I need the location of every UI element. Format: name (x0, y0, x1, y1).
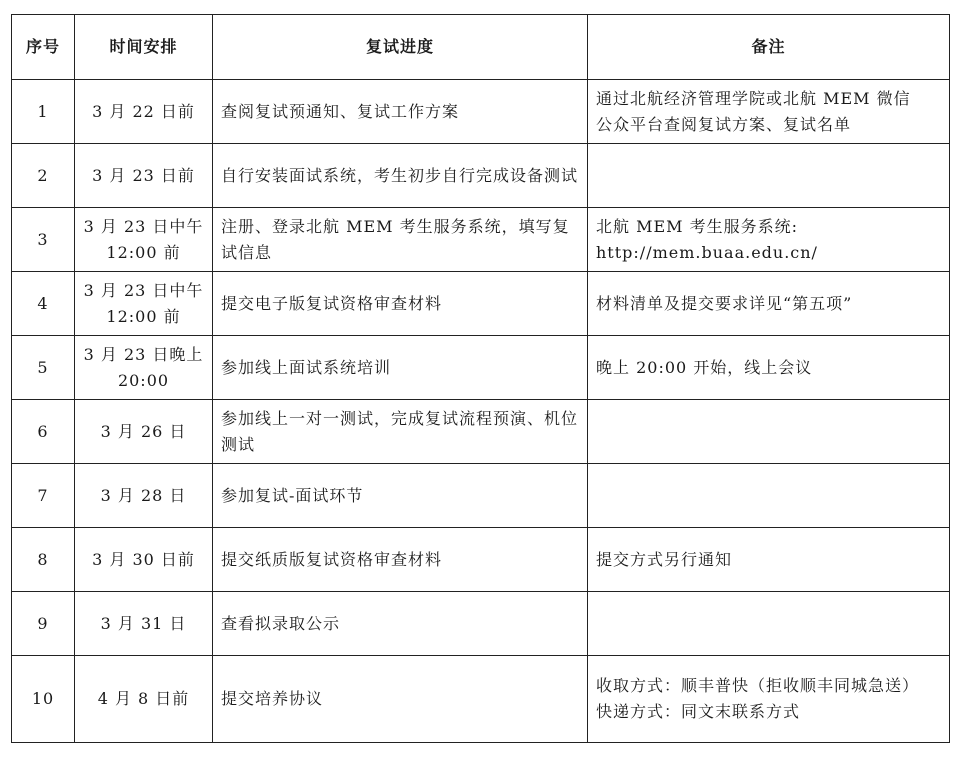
row-time (75, 464, 213, 528)
row-time (75, 144, 213, 208)
row-note (588, 656, 950, 743)
row-number: 5 (12, 336, 75, 400)
note-line: 北航 MEM 考生服务系统: (596, 216, 799, 236)
note-line: 材料清单及提交要求详见“第五项” (596, 293, 853, 313)
note-line: 公众平台查阅复试方案、复试名单 (596, 114, 852, 134)
row-time (75, 656, 213, 743)
time-line: 3 月 22 日前 (92, 101, 195, 121)
header-time: 时间安排 (75, 15, 213, 80)
time-line: 3 月 30 日前 (92, 549, 195, 569)
row-time (75, 400, 213, 464)
table-row (12, 528, 950, 592)
header-num: 序号 (12, 15, 75, 80)
row-progress: 查阅复试预通知、复试工作方案 (213, 80, 588, 144)
row-time (75, 336, 213, 400)
note-line: 收取方式：顺丰普快（拒收顺丰同城急送） (596, 676, 920, 695)
row-note (588, 464, 950, 528)
row-number: 2 (12, 144, 75, 208)
note-line: 提交方式另行通知 (596, 549, 733, 569)
row-note (588, 336, 950, 400)
time-line: 20:00 (117, 370, 170, 390)
row-number: 9 (12, 592, 75, 656)
row-note (588, 144, 950, 208)
header-note: 备注 (588, 15, 950, 80)
row-number: 3 (12, 208, 75, 272)
table-row (12, 400, 950, 464)
row-progress: 自行安装面试系统，考生初步自行完成设备测试 (213, 144, 588, 208)
row-number: 7 (12, 464, 75, 528)
time-line: 3 月 28 日 (100, 485, 187, 505)
note-line: 晚上 20:00 开始，线上会议 (596, 357, 813, 377)
row-time (75, 208, 213, 272)
row-time (75, 80, 213, 144)
row-note (588, 592, 950, 656)
row-progress: 注册、登录北航 MEM 考生服务系统，填写复试信息 (213, 208, 588, 272)
row-progress: 提交电子版复试资格审查材料 (213, 272, 588, 336)
header-progress: 复试进度 (213, 15, 588, 80)
time-line: 3 月 23 日中午 (83, 280, 204, 300)
time-line: 4 月 8 日前 (97, 689, 190, 708)
row-time (75, 592, 213, 656)
time-line: 12:00 前 (106, 306, 181, 326)
row-time (75, 272, 213, 336)
time-line: 3 月 26 日 (100, 421, 187, 441)
row-number: 10 (12, 656, 75, 743)
table-body (12, 80, 950, 743)
table-row (12, 80, 950, 144)
row-number: 1 (12, 80, 75, 144)
row-progress: 查看拟录取公示 (213, 592, 588, 656)
row-time (75, 528, 213, 592)
row-progress: 参加线上一对一测试，完成复试流程预演、机位测试 (213, 400, 588, 464)
table-row (12, 336, 950, 400)
note-line: 快递方式：同文末联系方式 (596, 702, 801, 721)
table-row (12, 656, 950, 743)
row-note (588, 528, 950, 592)
row-number: 8 (12, 528, 75, 592)
row-progress: 参加复试-面试环节 (213, 464, 588, 528)
row-progress: 提交培养协议 (213, 656, 588, 743)
note-line: http://mem.buaa.edu.cn/ (596, 242, 818, 262)
table-row (12, 272, 950, 336)
row-progress: 参加线上面试系统培训 (213, 336, 588, 400)
table-row (12, 464, 950, 528)
note-line: 通过北航经济管理学院或北航 MEM 微信 (596, 88, 911, 108)
row-note (588, 272, 950, 336)
time-line: 3 月 23 日中午 (83, 216, 204, 236)
header-row (12, 15, 950, 80)
time-line: 3 月 23 日前 (92, 165, 195, 185)
time-line: 3 月 23 日晚上 (83, 344, 204, 364)
row-progress: 提交纸质版复试资格审查材料 (213, 528, 588, 592)
table-row (12, 144, 950, 208)
row-note (588, 400, 950, 464)
table-row (12, 592, 950, 656)
time-line: 12:00 前 (106, 242, 181, 262)
time-line: 3 月 31 日 (100, 613, 187, 633)
row-note (588, 80, 950, 144)
table-row (12, 208, 950, 272)
row-note (588, 208, 950, 272)
row-number: 6 (12, 400, 75, 464)
schedule-table (11, 14, 950, 743)
row-number: 4 (12, 272, 75, 336)
